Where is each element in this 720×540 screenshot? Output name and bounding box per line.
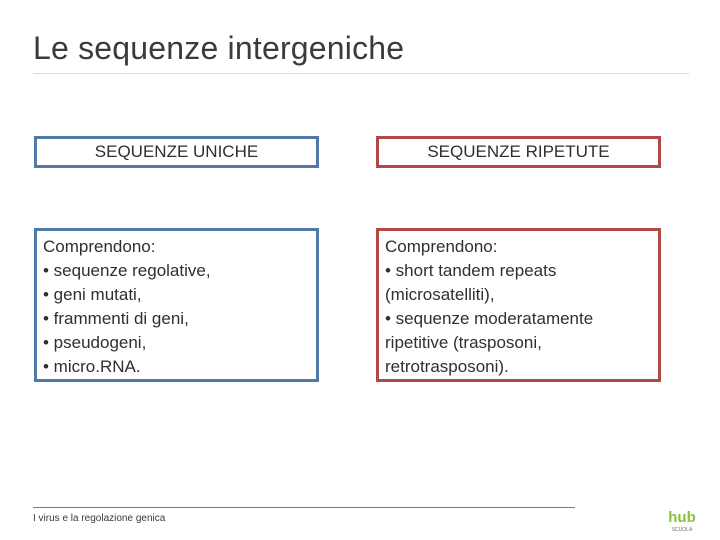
- list-item: • short tandem repeats: [385, 261, 557, 280]
- list-item: • sequenze regolative,: [43, 261, 211, 280]
- list-item: ripetitive (trasposoni,: [385, 333, 542, 352]
- list-item: • frammenti di geni,: [43, 309, 189, 328]
- list-item: • micro.RNA.: [43, 357, 141, 376]
- list-item: • sequenze moderatamente: [385, 309, 594, 328]
- unique-sequences-header: [34, 136, 319, 168]
- list-item: retrotrasposoni).: [385, 357, 509, 376]
- footer-divider: [33, 507, 575, 508]
- repeated-sequences-header-label: SEQUENZE RIPETUTE: [427, 142, 610, 161]
- logo-sub-text: SCUOLA: [671, 527, 693, 533]
- logo-main-text: hub: [668, 509, 696, 526]
- hub-scuola-logo: [664, 507, 700, 533]
- repeated-sequences-content: [376, 228, 661, 382]
- repeated-sequences-header: [376, 136, 661, 168]
- unique-sequences-content: [34, 228, 319, 382]
- list-item: • pseudogeni,: [43, 333, 147, 352]
- list-item: (microsatelliti),: [385, 285, 495, 304]
- slide-title: Le sequenze intergeniche: [33, 30, 405, 66]
- list-item: Comprendono:: [43, 237, 156, 256]
- footer-caption: I virus e la regolazione genica: [33, 513, 166, 524]
- unique-sequences-header-label: SEQUENZE UNICHE: [94, 142, 259, 161]
- title-divider: [33, 73, 689, 74]
- list-item: Comprendono:: [385, 237, 498, 256]
- list-item: • geni mutati,: [43, 285, 142, 304]
